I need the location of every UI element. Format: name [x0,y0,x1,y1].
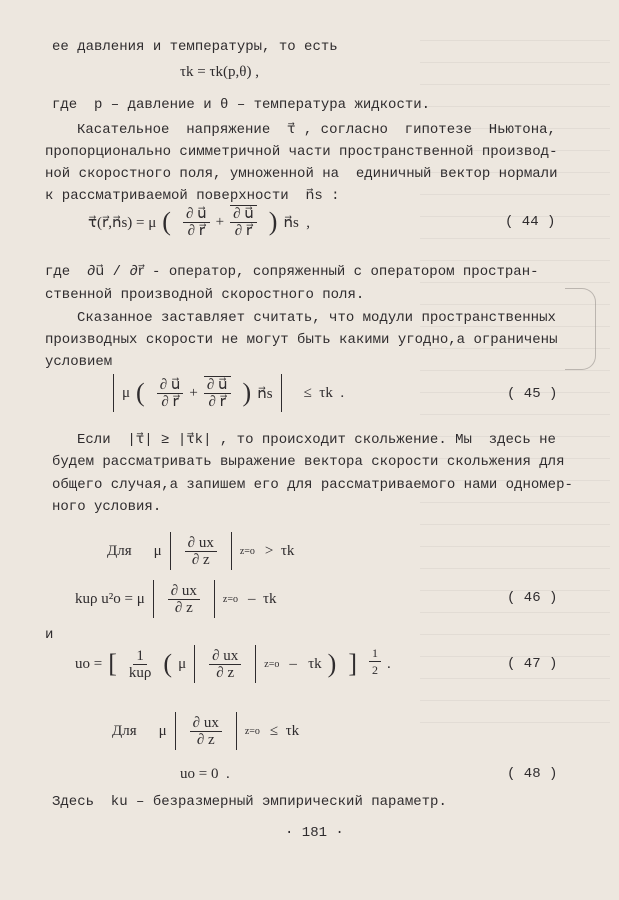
evaluation-point: z=o [222,593,238,605]
mu: μ [153,542,162,559]
equation-number-46: ( 46 ) [507,590,558,606]
fraction-conjugate [230,205,257,239]
text-line: ной скоростного поля, умноженной на единичный вектор нормали [45,166,558,182]
bar [170,532,171,570]
equation-45 [105,374,344,412]
exponent [369,645,381,678]
exponent-denominator: 2 [371,663,378,677]
denominator: ∂ r⃗ [161,393,179,410]
numerator: ∂ ux [185,535,217,552]
evaluation-point: z=o [239,545,255,557]
plus: + [189,384,198,401]
word-for: Для [112,722,137,739]
exponent-numerator: 1 [369,645,381,662]
denominator: ∂ z [216,664,235,681]
denominator: kuρ [128,664,152,681]
numerator: 1 [133,648,147,665]
condition-no-slip [112,712,299,750]
text-line: ного условия. [52,499,162,515]
numerator: ∂ u⃗ [157,377,184,394]
bar [255,645,256,683]
text-line: пропорционально симметричной части пространственной производ- [45,144,558,160]
fraction [168,583,200,616]
eq47-lhs: uo = [75,655,103,672]
text-line: Если |τ⃗| ≥ |τ⃗k| , то происходит скольжение. Мы здесь не [77,432,556,448]
page-number: · 181 · [285,825,344,841]
numerator: ∂ ux [209,648,241,665]
evaluation-point: z=o [264,658,280,670]
normal-vector: n⃗s [257,385,273,402]
fraction [183,206,210,239]
bar [175,712,176,750]
paren-close: ) [268,207,278,236]
text-line: ее давления и температуры, то есть [52,39,338,55]
rhs: – τk [247,590,277,607]
text-line: и [45,627,54,643]
bar [231,532,232,570]
condition-slip [107,532,294,570]
rhs: – τk [289,655,322,672]
numerator: ∂ ux [168,583,200,600]
text-line: ственной производной скоростного поля. [45,287,365,303]
text-line: условием [45,354,113,370]
fraction [185,535,217,568]
eq46-lhs: kuρ u²o = μ [75,590,145,607]
denominator: ∂ r⃗ [208,394,226,410]
plus: + [215,213,225,230]
equation-number-45: ( 45 ) [507,386,558,402]
abs-bar [113,374,114,412]
text-line: Здесь ku – безразмерный эмпирический параметр. [52,794,447,810]
fraction [209,648,241,681]
margin-bracket-mark [565,288,596,370]
numerator: ∂ u⃗ [204,376,231,394]
denominator: ∂ r⃗ [234,223,253,239]
rhs: ≤ τk [269,722,300,739]
fraction [157,377,184,410]
mu: μ [178,655,187,672]
fraction [129,648,152,681]
numerator: ∂ ux [190,715,222,732]
text-line: к рассматриваемой поверхности n⃗s : [45,188,340,204]
text-line: где p – давление и θ – температура жидкости. [52,97,431,113]
bracket-close: ] [348,649,357,678]
word-for: Для [107,542,132,559]
equation-44 [88,205,310,239]
paren-close: ) [242,378,252,407]
period: . [386,655,391,672]
bar [236,712,237,750]
bar [214,580,215,618]
eq45-rhs: ≤ τk . [303,384,345,401]
text-line: Касательное напряжение τ⃗ , согласно гипотезе Ньютона, [77,122,556,138]
equation-tau-k: τk = τk(p,θ) , [180,64,259,80]
equation-48: uo = 0 . [180,766,230,782]
abs-bar [281,374,282,412]
text-line: Сказанное заставляет считать, что модули пространственных [77,310,556,326]
equation-number-48: ( 48 ) [507,766,558,782]
paren-open: ( [163,649,173,678]
denominator: ∂ z [174,599,193,616]
eq44-lhs: τ⃗(r⃗,n⃗s) = μ [88,214,157,231]
denominator: ∂ r⃗ [187,222,205,239]
denominator: ∂ z [196,731,215,748]
bar [194,645,195,683]
paren-open: ( [136,378,145,407]
equation-47 [75,645,391,683]
mu: μ [122,384,131,401]
equation-46 [75,580,277,618]
bracket-open: [ [108,649,117,678]
evaluation-point: z=o [244,725,260,737]
equation-number-44: ( 44 ) [505,214,556,230]
paren-close: ) [327,649,337,678]
mu: μ [158,722,167,739]
numerator: ∂ u⃗ [183,206,210,223]
text-line: производных скорости не могут быть какими угодно,а ограничены [45,332,558,348]
denominator: ∂ z [191,551,210,568]
paren-open: ( [162,207,171,236]
text-line: будем рассматривать выражение вектора скорости скольжения для [52,454,565,470]
text-line: где ∂u⃗ / ∂r⃗ - оператор, сопряженный с оператором простран- [45,264,539,280]
numerator: ∂ u⃗ [230,205,257,223]
fraction [190,715,222,748]
equation-number-47: ( 47 ) [507,656,558,672]
eq44-rhs: n⃗s , [283,214,311,231]
rhs: > τk [264,542,295,559]
text-line: общего случая,а запишем его для рассматриваемого нами одномер- [52,477,573,493]
fraction-conjugate [204,376,231,410]
bar [153,580,154,618]
